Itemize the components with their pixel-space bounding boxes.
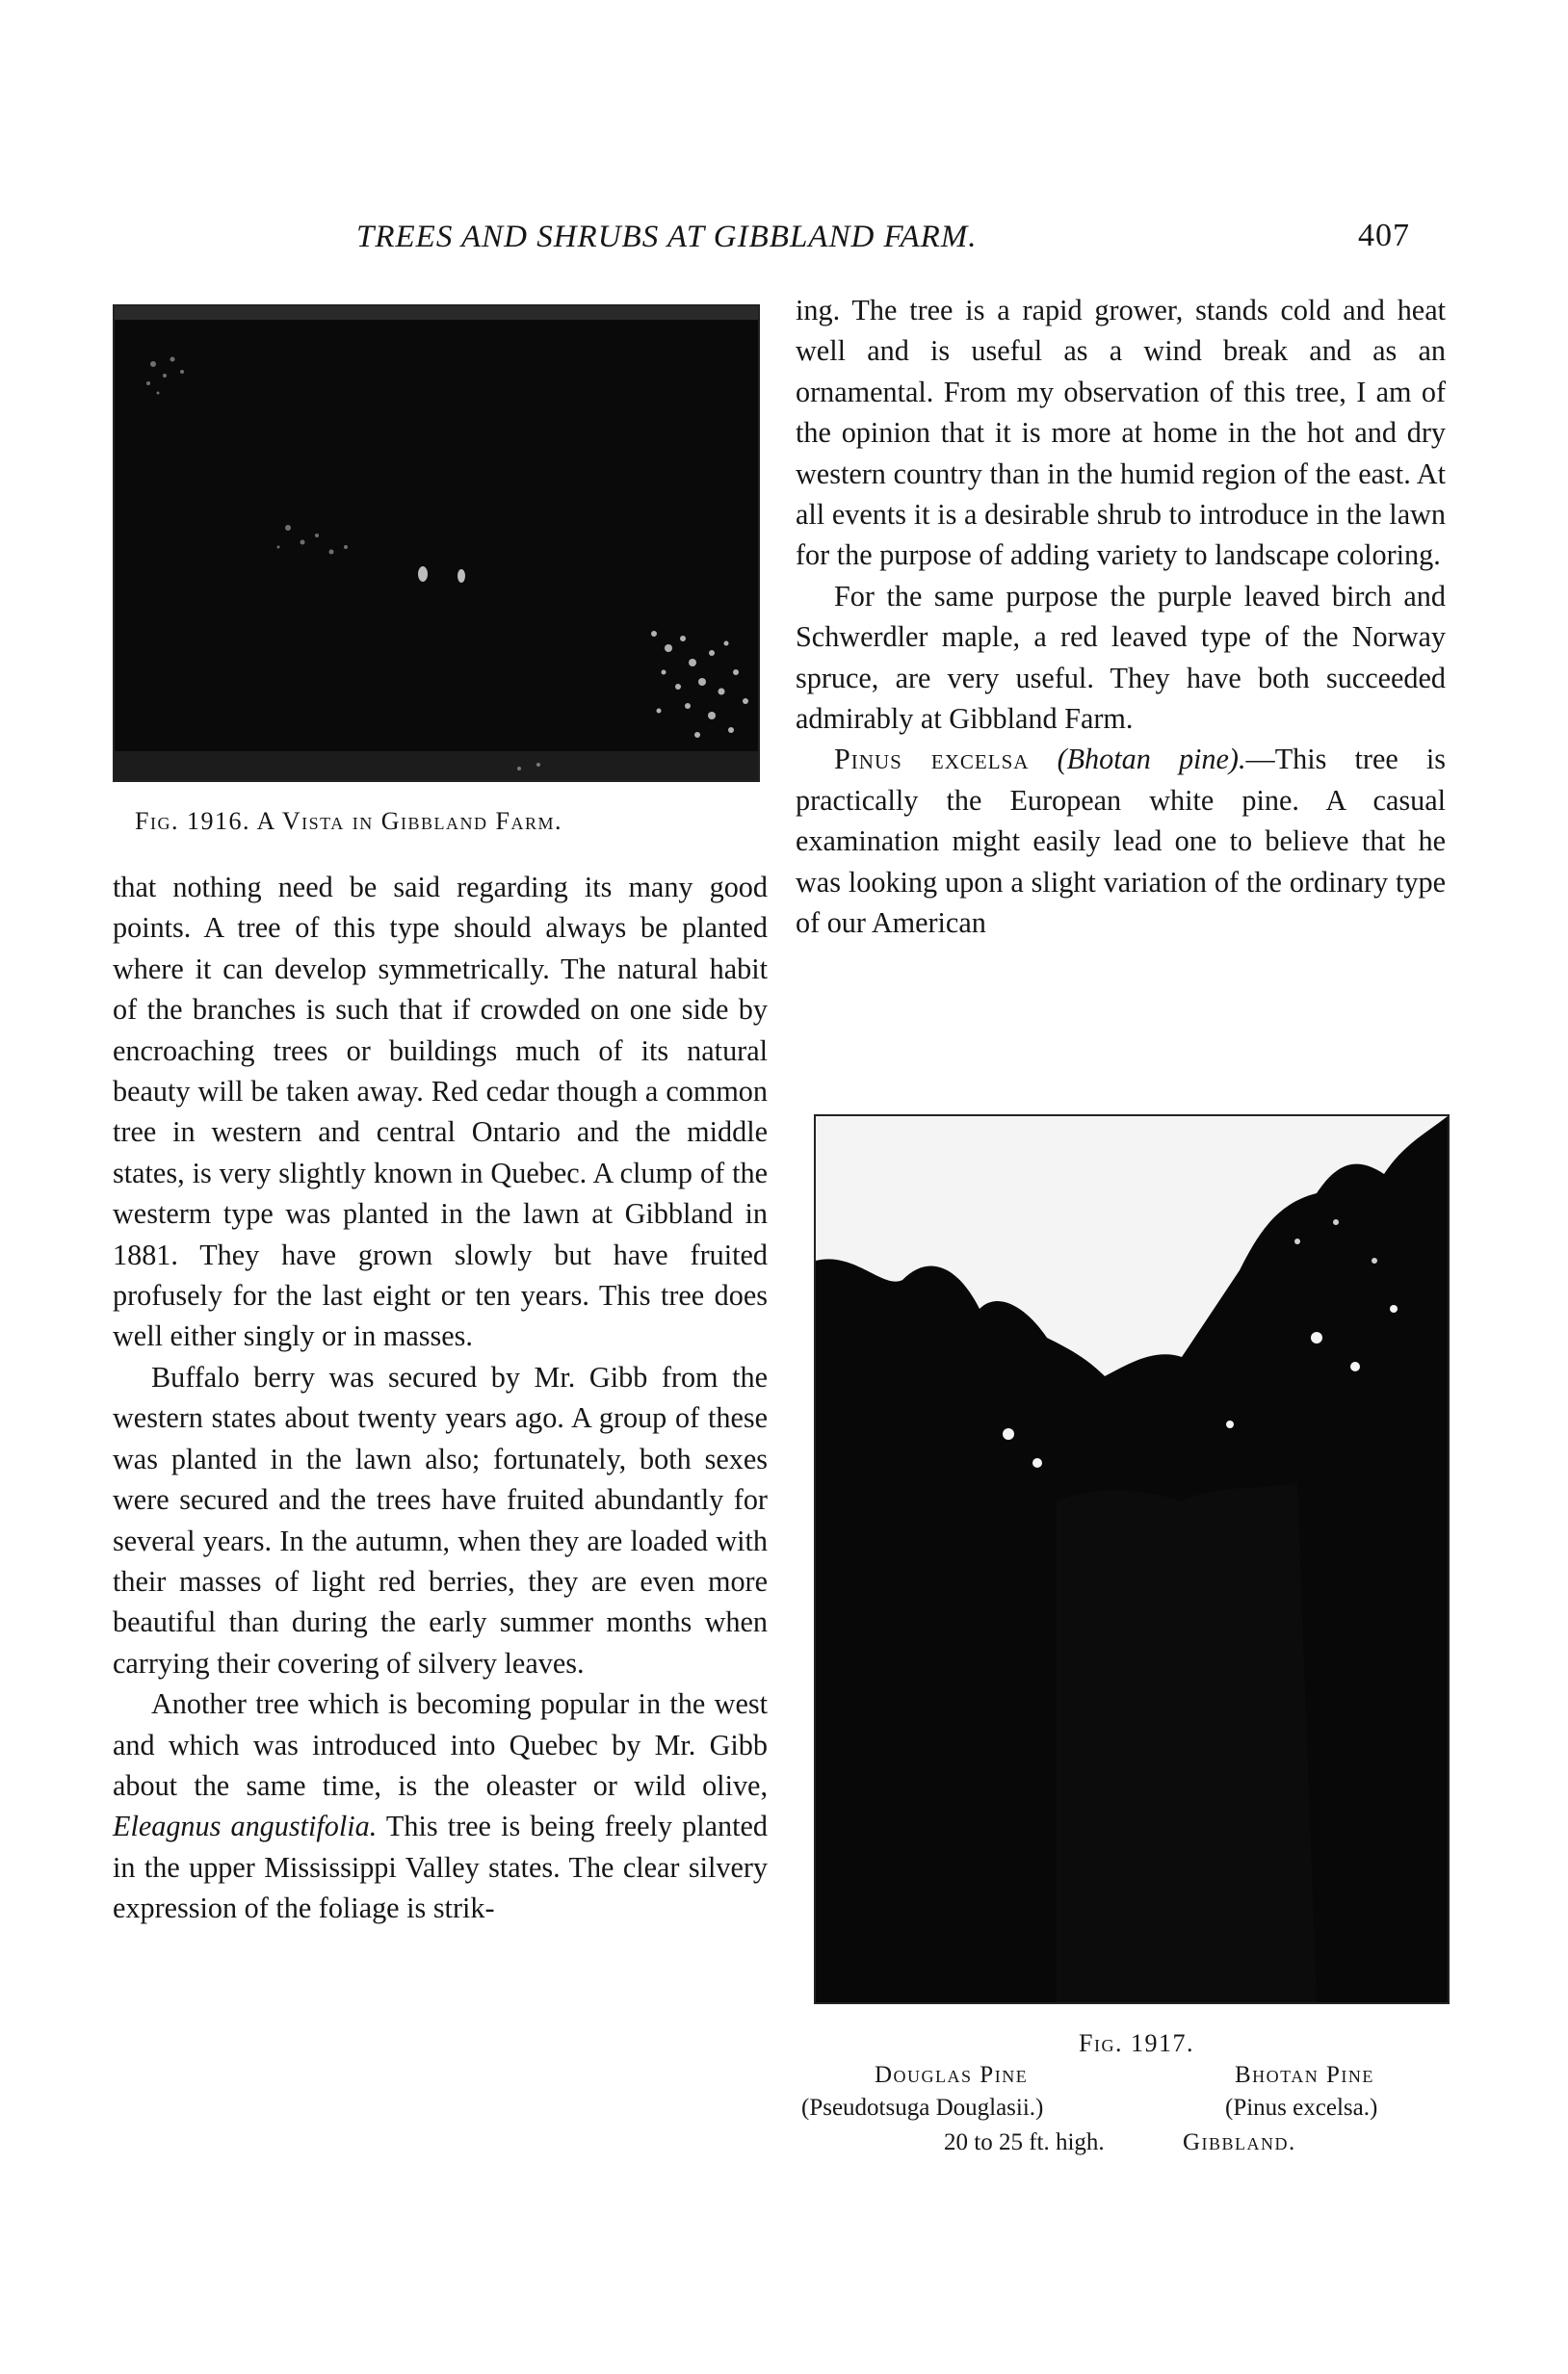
vista-photo-image xyxy=(115,306,758,780)
left-paragraph-1: that nothing need be said regarding its many good points. A tree of this type should always be planted where it can develop symmetrically. The natural habit of the branches is such that if crowded on one side by encroaching trees or buildings much of its natural beauty will be taken away. Red cedar though a common tree in western and central Ontario and the middle states, is very slightly known in Quebec. A clump of the westerm type was planted in the lawn at Gibbland in 1881. They have grown slowly but have fruited profusely for the last eight or ten years. This tree does well either singly or in masses. xyxy=(113,871,768,1353)
left-paragraph-3-rest: This tree is being freely planted in the upper Mississippi Valley states. The clear silvery expression of the foliage is strik- xyxy=(113,1810,768,1925)
photo-source xyxy=(1183,2126,1296,2159)
height-note: 20 to 25 ft. high. xyxy=(944,2129,1105,2155)
douglas-pine-label xyxy=(875,2059,1028,2092)
left-column xyxy=(113,867,768,1929)
vista-photo xyxy=(113,304,760,782)
running-header xyxy=(356,218,1410,268)
pines-photo-image xyxy=(816,1116,1448,2002)
right-column xyxy=(796,290,1446,944)
bhotan-pine-scientific: (Pinus excelsa.) xyxy=(1225,2095,1378,2121)
left-paragraph-3 xyxy=(113,1683,768,1928)
right-paragraph-1: ing. The tree is a rapid grower, stands cold and heat well and is useful as a wind break and as an ornamental. From my observation of this tree, I am of the opinion that it is more at home in the hot and dry western country than in the humid region of the east. At all events it is a desirable shrub to introduce in the lawn for the purpose of adding variety to landscape coloring. xyxy=(796,294,1446,572)
page-number: 407 xyxy=(1358,218,1410,253)
douglas-pine-scientific: (Pseudotsuga Douglasii.) xyxy=(801,2095,1044,2121)
left-paragraph-3-text: Another tree which is becoming popular in the west and which was introduced into Quebec by Mr. Gibb about the same time, is the oleaster or wild olive, xyxy=(113,1687,768,1802)
page-title: TREES AND SHRUBS AT GIBBLAND FARM. xyxy=(356,220,978,254)
left-paragraph-2: Buffalo berry was secured by Mr. Gibb from the western states about twenty years ago. A group of these was planted in the lawn also; fortunately, both sexes were secured and the trees have fruited abundantly for several years. In the autumn, when they are loaded with their masses of light red berries, they are even more beautiful than during the early summer months when carrying their covering of silvery leaves. xyxy=(113,1360,768,1680)
species-heading: Pinus excelsa xyxy=(834,743,1030,776)
right-paragraph-3-rest: —This tree is practically the European white pine. A casual examination might easily lead one to believe that he was looking upon a slight variation of the ordinary type of our American xyxy=(796,743,1447,940)
species-name: Eleagnus angustifolia. xyxy=(113,1810,378,1843)
right-paragraph-3 xyxy=(796,739,1446,943)
figure-1916-caption: Fig. 1916. A Vista in Gibbland Farm. xyxy=(135,807,562,835)
bhotan-pine-name: Bhotan Pine xyxy=(1235,2062,1374,2088)
bhotan-pine-label xyxy=(1235,2059,1374,2092)
photo-source-name: Gibbland. xyxy=(1183,2129,1296,2155)
figure-1917-label: Fig. 1917. xyxy=(1079,2029,1194,2057)
common-name: (Bhotan pine). xyxy=(1057,743,1246,776)
douglas-pine-name: Douglas Pine xyxy=(875,2062,1029,2088)
pines-photo xyxy=(814,1114,1450,2004)
right-paragraph-2: For the same purpose the purple leaved birch and Schwerdler maple, a red leaved type of the Norway spruce, are very useful. They have both succeeded admirably at Gibbland Farm. xyxy=(796,579,1446,736)
